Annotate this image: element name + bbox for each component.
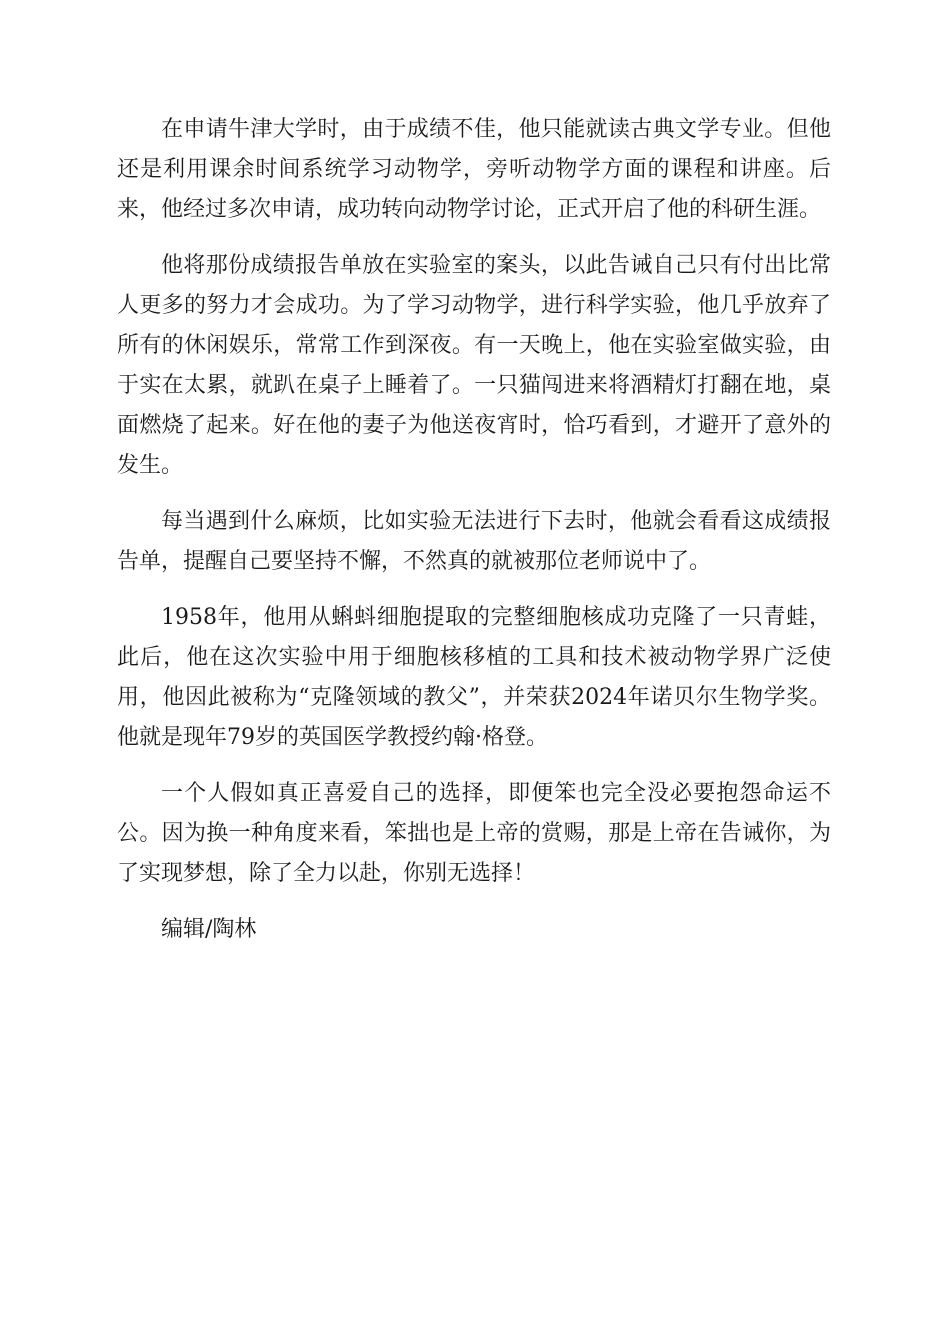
- paragraph-3: 每当遇到什么麻烦，比如实验无法进行下去时，他就会看看这成绩报告单，提醒自己要坚持不懈，不然真的就被那位老师说中了。: [117, 509, 831, 574]
- article-body: [117, 110, 831, 950]
- editor-credit: 编辑/陶林: [161, 917, 257, 942]
- paragraph-2: 他将那份成绩报告单放在实验室的案头，以此告诫自己只有付出比常人更多的努力才会成功。为了学习动物学，进行科学实验，他几乎放弃了所有的休闲娱乐，常常工作到深夜。有一天晚上，他在实验室做实验，由于实在太累，就趴在桌子上睡着了。一只猫闯进来将酒精灯打翻在地，桌面燃烧了起来。好在他的妻子为他送夜宵时，恰巧看到，才避开了意外的发生。: [117, 253, 831, 478]
- paragraph-5: 一个人假如真正喜爱自己的选择，即便笨也完全没必要抱怨命运不公。因为换一种角度来看，笨拙也是上帝的赏赐，那是上帝在告诫你，为了实现梦想，除了全力以赴，你别无选择！: [117, 781, 831, 886]
- paragraph-1: 在申请牛津大学时，由于成绩不佳，他只能就读古典文学专业。但他还是利用课余时间系统学习动物学，旁听动物学方面的课程和讲座。后来，他经过多次申请，成功转向动物学讨论，正式开启了他的科研生涯。: [117, 117, 831, 222]
- paragraph-4: 1958年，他用从蝌蚪细胞提取的完整细胞核成功克隆了一只青蛙，此后，他在这次实验中用于细胞核移植的工具和技术被动物学界广泛使用，他因此被称为“克隆领域的教父”，并荣获2024年诺贝尔生物学奖。他就是现年79岁的英国医学教授约翰·格登。: [117, 605, 831, 750]
